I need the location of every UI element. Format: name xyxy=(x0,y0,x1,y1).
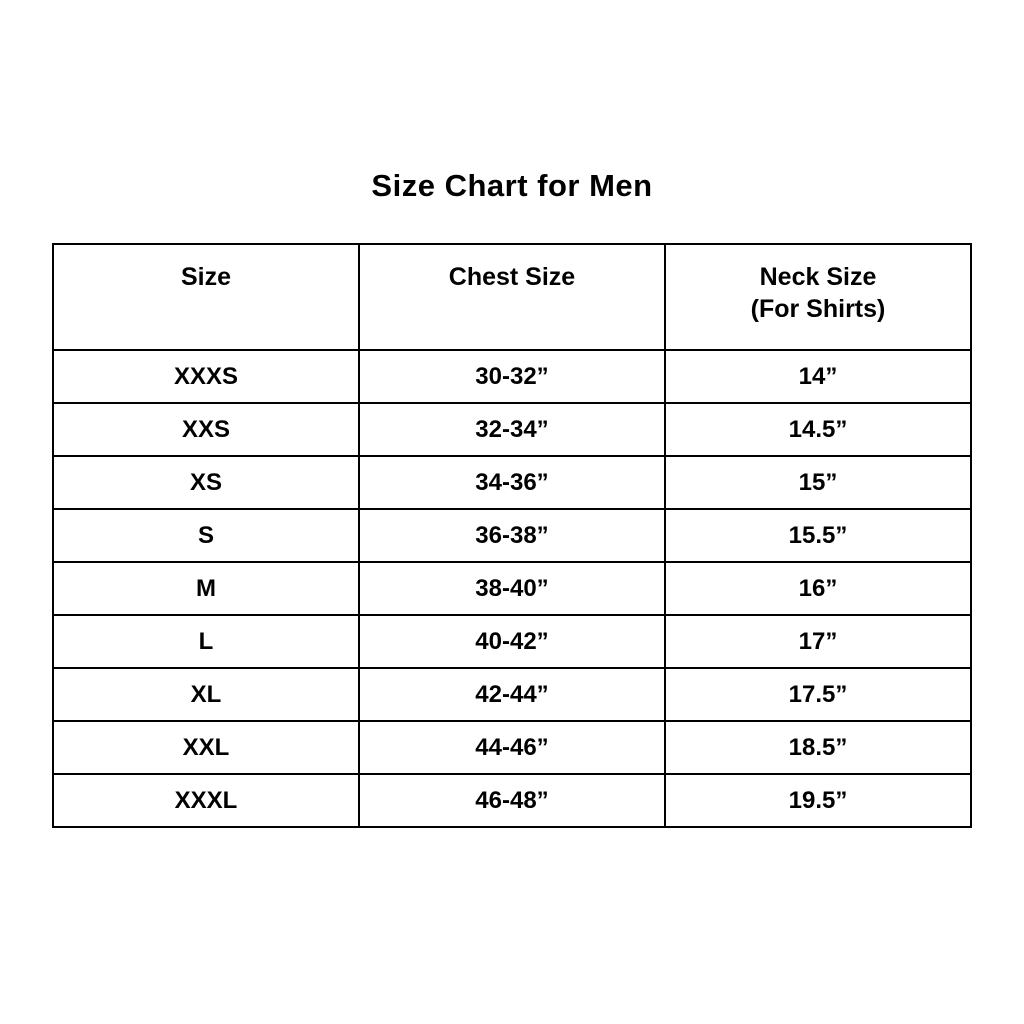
neck-cell: 19.5” xyxy=(665,774,971,827)
neck-cell: 14.5” xyxy=(665,403,971,456)
neck-cell: 14” xyxy=(665,350,971,403)
size-cell: XXS xyxy=(53,403,359,456)
column-header-chest xyxy=(359,244,665,350)
size-cell: XS xyxy=(53,456,359,509)
size-cell: L xyxy=(53,615,359,668)
chest-cell: 38-40” xyxy=(359,562,665,615)
table-row xyxy=(53,615,971,668)
size-cell: XXL xyxy=(53,721,359,774)
neck-cell: 18.5” xyxy=(665,721,971,774)
column-header-neck-label-line1: Neck Size xyxy=(759,263,877,291)
column-header-size-label: Size xyxy=(180,263,232,291)
chest-cell: 42-44” xyxy=(359,668,665,721)
chest-cell: 30-32” xyxy=(359,350,665,403)
chest-cell: 36-38” xyxy=(359,509,665,562)
chest-cell: 32-34” xyxy=(359,403,665,456)
column-header-neck xyxy=(665,244,971,350)
page-title: Size Chart for Men xyxy=(371,168,653,203)
column-header-neck-label-line2: (For Shirts) xyxy=(750,295,886,323)
table-row xyxy=(53,562,971,615)
chest-cell: 40-42” xyxy=(359,615,665,668)
neck-cell: 15.5” xyxy=(665,509,971,562)
size-cell: M xyxy=(53,562,359,615)
size-cell: XL xyxy=(53,668,359,721)
column-header-chest-label: Chest Size xyxy=(448,263,576,291)
column-header-size xyxy=(53,244,359,350)
neck-cell: 17” xyxy=(665,615,971,668)
chest-cell: 34-36” xyxy=(359,456,665,509)
neck-cell: 17.5” xyxy=(665,668,971,721)
table-row xyxy=(53,509,971,562)
table-row xyxy=(53,668,971,721)
table-header-row xyxy=(53,244,971,350)
size-cell: XXXL xyxy=(53,774,359,827)
table-row xyxy=(53,403,971,456)
neck-cell: 15” xyxy=(665,456,971,509)
table-row xyxy=(53,721,971,774)
size-cell: S xyxy=(53,509,359,562)
chest-cell: 46-48” xyxy=(359,774,665,827)
chest-cell: 44-46” xyxy=(359,721,665,774)
table-row xyxy=(53,774,971,827)
size-chart-table xyxy=(52,243,972,828)
table-row xyxy=(53,350,971,403)
size-cell: XXXS xyxy=(53,350,359,403)
table-row xyxy=(53,456,971,509)
neck-cell: 16” xyxy=(665,562,971,615)
